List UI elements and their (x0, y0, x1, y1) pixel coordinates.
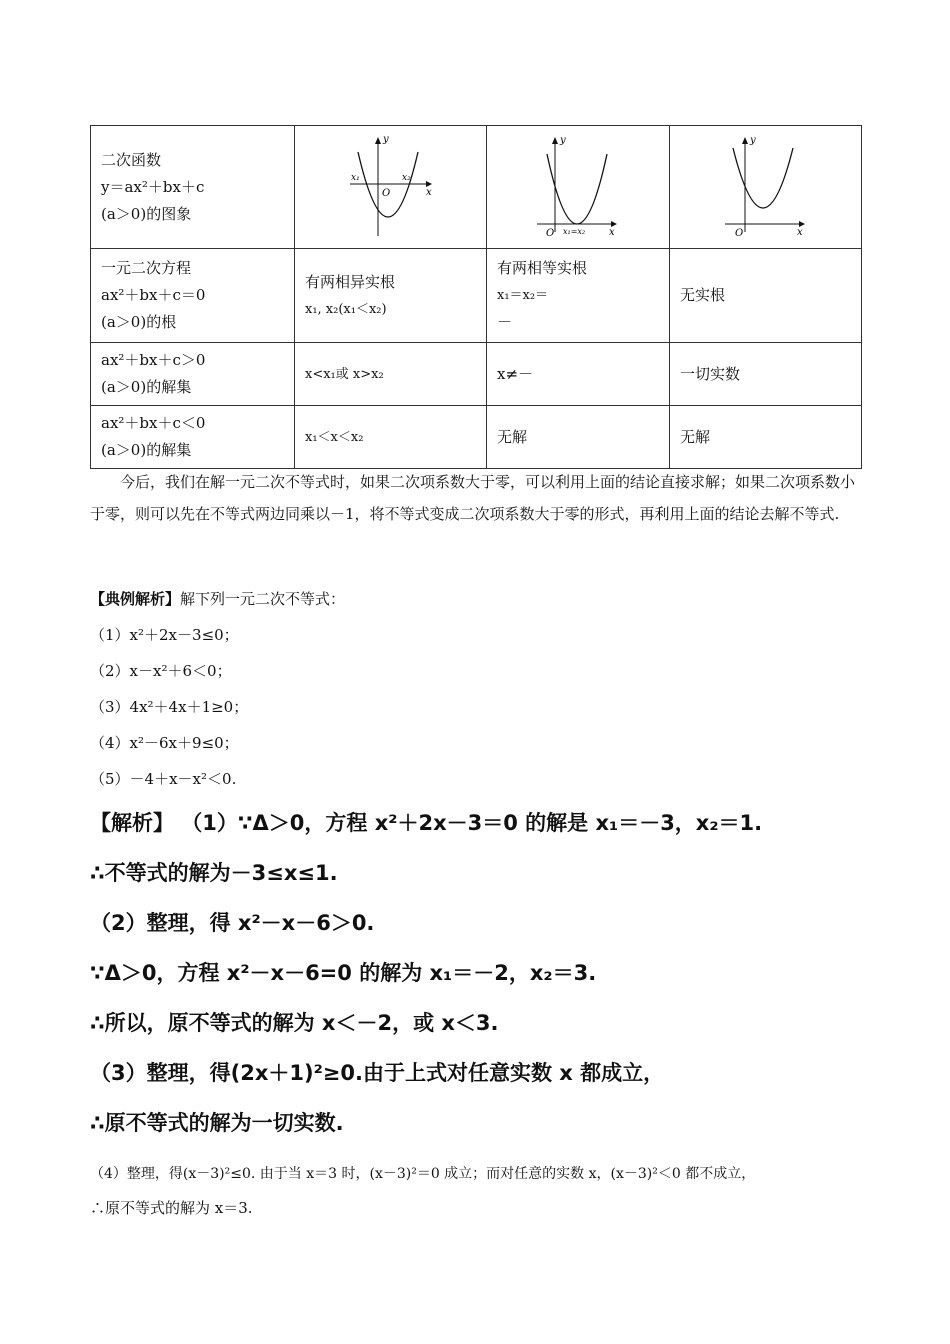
explanation-paragraph: 今后，我们在解一元二次不等式时，如果二次项系数大于零，可以利用上面的结论直接求解；如果二次项系数小于零，则可以先在不等式两边同乘以－1，将不等式变成二次项系数大于零的形式，再利用上面的结论去解不等式. (90, 473, 856, 523)
root-x2-label: x₂ (401, 173, 411, 183)
example-heading-line (90, 588, 345, 609)
x-axis-label: x (425, 187, 432, 198)
root-x1-label: x₁ (350, 173, 360, 183)
parabola-double-root-graph (533, 132, 623, 242)
example-item-4: （4）x²－6x＋9≤0； (90, 734, 239, 752)
solution-line-2: ∴不等式的解为－3≤x≤1. (90, 861, 338, 885)
x-axis-label: x (609, 227, 615, 238)
y-axis-label: y (749, 135, 756, 146)
example-item-3: （3）4x²＋4x＋1≥0； (90, 698, 249, 716)
parabola-no-root-graph (721, 132, 811, 242)
cell-two-roots: 有两相异实根 x₁, x₂(x₁＜x₂) (295, 249, 487, 343)
example-item-5: （5）－4＋x－x²＜0. (90, 770, 237, 788)
origin-label: O (381, 188, 390, 199)
example-intro: 解下列一元二次不等式： (180, 590, 346, 608)
row-label-graph: 二次函数 y＝ax²＋bx＋c (a＞0)的图象 (91, 126, 295, 249)
graph-two-roots (295, 126, 487, 249)
cell-less-double-root: 无解 (487, 406, 670, 469)
parabola-curve (733, 148, 793, 208)
cell-double-root: 有两相等实根 x₁＝x₂＝ － (487, 249, 670, 343)
double-root-label: x₁=x₂ (563, 227, 586, 236)
table-row-less (91, 406, 862, 469)
origin-label: O (546, 228, 555, 239)
y-axis-arrow (552, 137, 558, 144)
x-axis-label: x (796, 227, 803, 238)
solution-line-1: 【解析】 （1）∵Δ＞0，方程 x²＋2x－3＝0 的解是 x₁＝－3，x₂＝1. (90, 811, 763, 835)
graph-no-root (670, 126, 862, 249)
y-axis-label: y (382, 134, 389, 145)
parabola-two-roots-graph (346, 132, 436, 242)
solution-part-4: （4）整理，得(x－3)²≤0. 由于当 x＝3 时，(x－3)²＝0 成立；而对任意的实数 x，(x－3)²＜0 都不成立， (90, 1166, 756, 1182)
solution-line-3: （2）整理，得 x²－x－6＞0. (90, 911, 375, 935)
parabola-curve (547, 154, 607, 224)
cell-greater-two-roots: x<x₁或 x>x₂ (295, 343, 487, 406)
table-row-roots (91, 249, 862, 343)
solution-line-4: ∵Δ＞0，方程 x²－x－6=0 的解为 x₁＝－2，x₂＝3. (90, 961, 597, 985)
cell-less-two-roots: x₁＜x＜x₂ (295, 406, 487, 469)
solution-line-6: （3）整理，得(2x＋1)²≥0.由于上式对任意实数 x 都成立， (90, 1061, 665, 1085)
cell-greater-double-root: x≠－ (487, 343, 670, 406)
y-axis-arrow (742, 137, 748, 144)
cell-no-root: 无实根 (670, 249, 862, 343)
solution-line-7: ∴原不等式的解为一切实数. (90, 1111, 344, 1135)
example-item-1: （1）x²＋2x－3≤0； (90, 626, 239, 644)
graph-double-root (487, 126, 670, 249)
cell-greater-no-root: 一切实数 (670, 343, 862, 406)
solution-line-5: ∴所以，原不等式的解为 x＜－2，或 x＜3. (90, 1011, 499, 1035)
example-item-2: （2）x－x²＋6＜0； (90, 662, 232, 680)
cell-less-no-root: 无解 (670, 406, 862, 469)
y-axis-arrow (375, 137, 381, 144)
origin-label: O (734, 228, 743, 239)
example-heading: 【典例解析】 (90, 590, 181, 608)
solution-part-4-conclusion: ∴原不等式的解为 x＝3. (90, 1199, 253, 1217)
quadratic-summary-table (90, 125, 862, 469)
table-row-graph (91, 126, 862, 249)
y-axis-label: y (560, 135, 566, 146)
row-label-greater: ax²＋bx＋c＞0 (a＞0)的解集 (91, 343, 295, 406)
table-row-greater (91, 343, 862, 406)
row-label-roots: 一元二次方程 ax²＋bx＋c＝0 (a＞0)的根 (91, 249, 295, 343)
row-label-less: ax²＋bx＋c＜0 (a＞0)的解集 (91, 406, 295, 469)
